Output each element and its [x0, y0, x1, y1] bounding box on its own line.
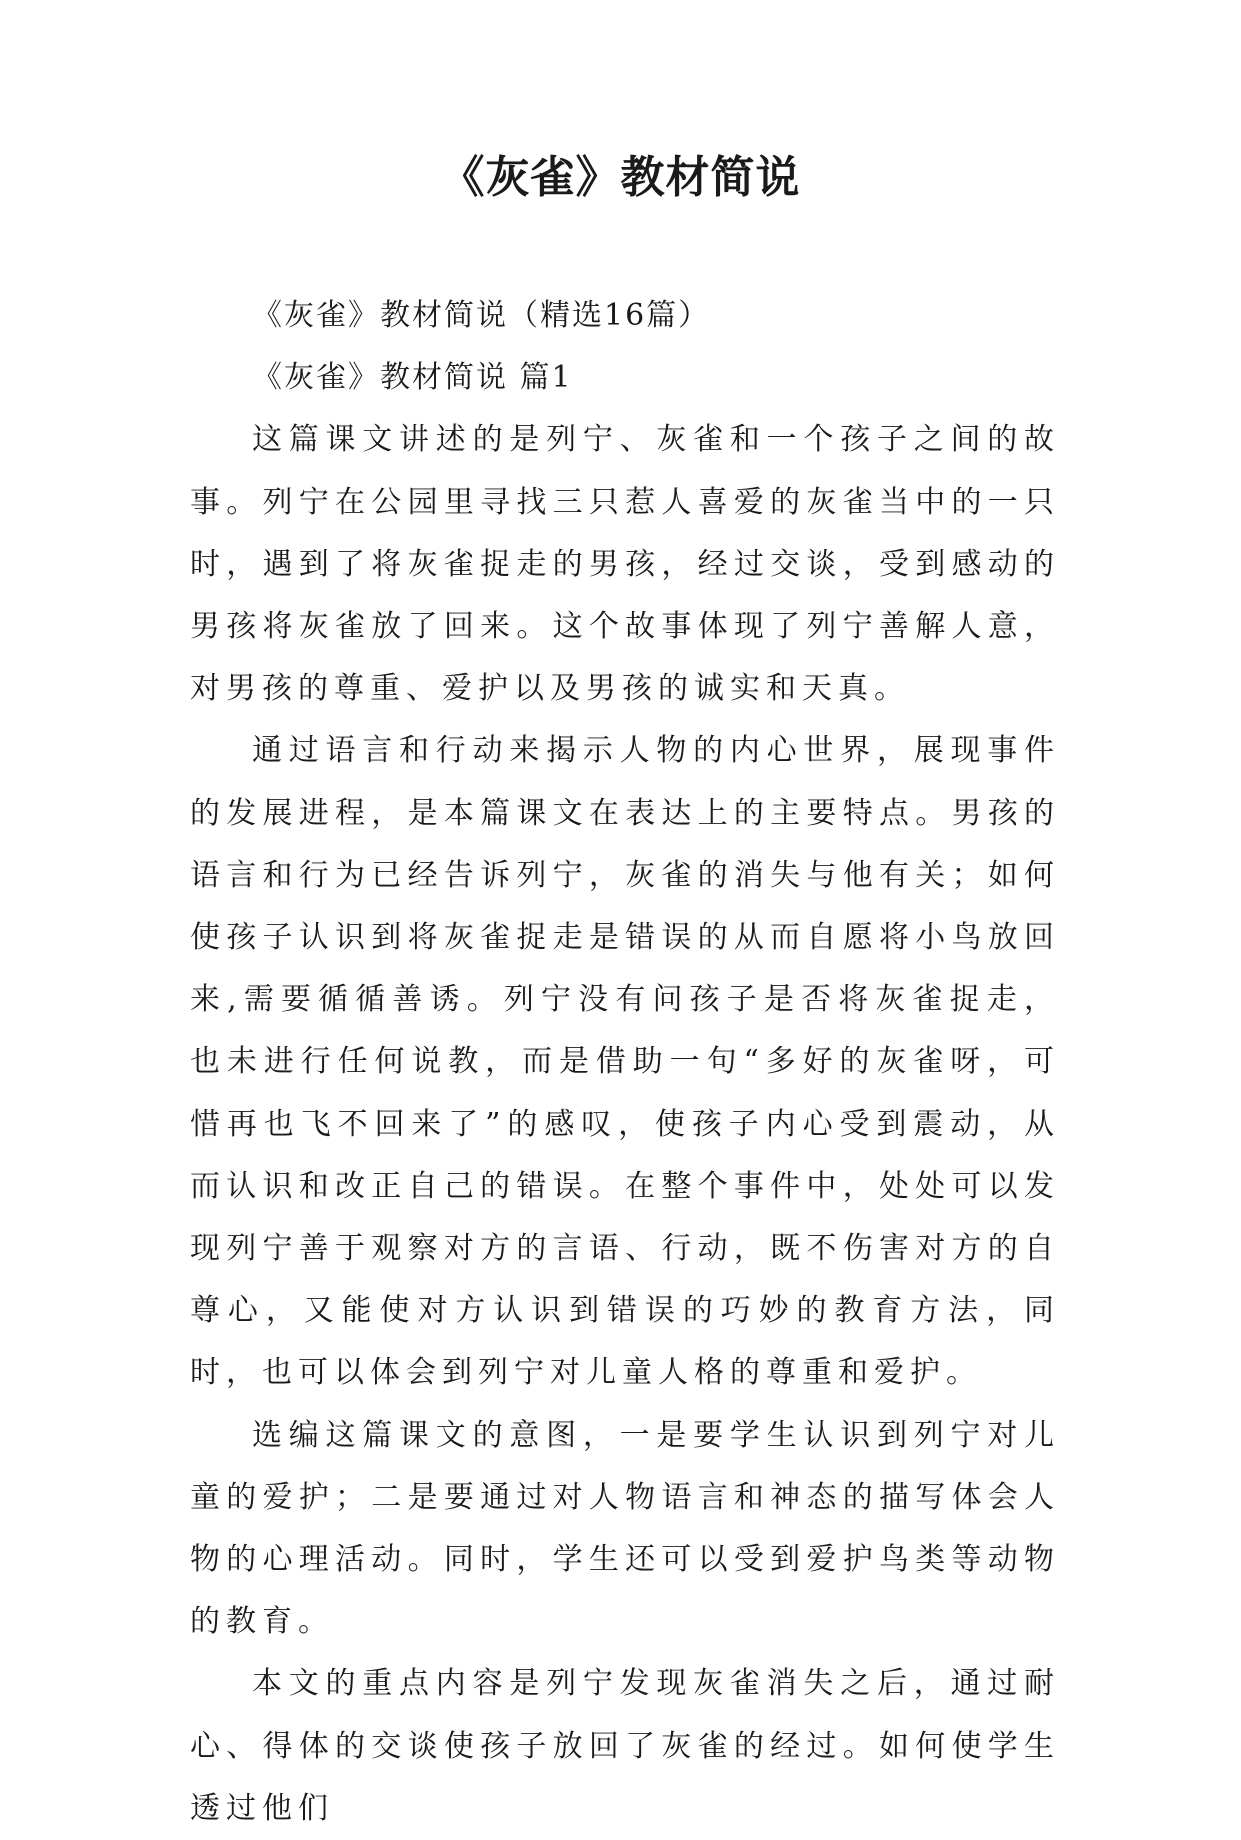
paragraph-4: 本文的重点内容是列宁发现灰雀消失之后，通过耐心、得体的交谈使孩子放回了灰雀的经过。如何使学生透过他们	[190, 1666, 1060, 1826]
paragraph-3: 选编这篇课文的意图，一是要学生认识到列宁对儿童的爱护；二是要通过对人物语言和神态的描写体会人物的心理活动。同时，学生还可以受到爱护鸟类等动物的教育。	[190, 1417, 1060, 1640]
paragraph-1: 这篇课文讲述的是列宁、灰雀和一个孩子之间的故事。列宁在公园里寻找三只惹人喜爱的灰雀当中的一只时，遇到了将灰雀捉走的男孩，经过交谈，受到感动的男孩将灰雀放了回来。这个故事体现了列宁善解人意，对男孩的尊重、爱护以及男孩的诚实和天真。	[190, 422, 1060, 707]
section-heading: 《灰雀》教材简说 篇1	[252, 360, 573, 396]
paragraph-2: 通过语言和行动来揭示人物的内心世界，展现事件的发展进程，是本篇课文在表达上的主要特点。男孩的语言和行为已经告诉列宁，灰雀的消失与他有关；如何使孩子认识到将灰雀捉走是错误的从而自愿将小鸟放回来,需要循循善诱。列宁没有问孩子是否将灰雀捉走，也未进行任何说教，而是借助一句“多好的灰雀呀，可惜再也飞不回来了”的感叹，使孩子内心受到震动，从而认识和改正自己的错误。在整个事件中，处处可以发现列宁善于观察对方的言语、行动，既不伤害对方的自尊心，又能使对方认识到错误的巧妙的教育方法，同时，也可以体会到列宁对儿童人格的尊重和爱护。	[190, 733, 1060, 1391]
document-subtitle: 《灰雀》教材简说（精选16篇）	[252, 298, 711, 333]
document-title: 《灰雀》教材简说	[440, 152, 801, 203]
document-body	[190, 285, 1060, 1840]
